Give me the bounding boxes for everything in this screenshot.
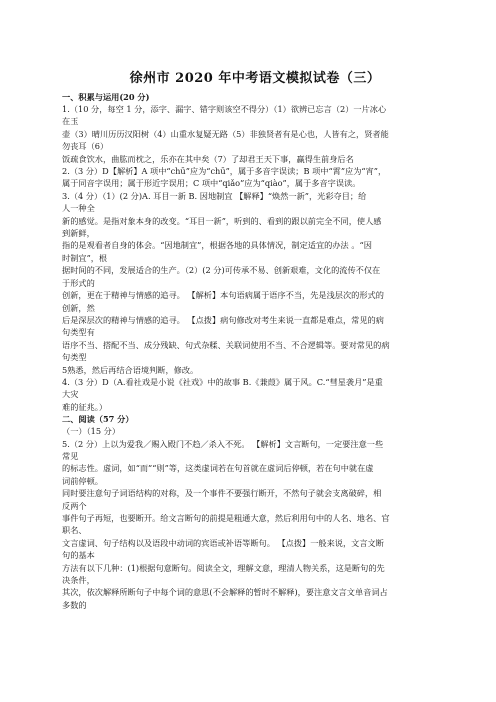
text-line: 文言虚词、句子结构以及语段中动词的宾语或补语等断句。 【点拨】一般来说，文言文断 [62,537,384,548]
text-line: 勿丧耳（6） [62,141,109,152]
text-line: 据时间的不同，发展适合的生产。（2）(2 分)可传承不易、创新艰难，文化的流传不仅在 [62,265,381,276]
text-line: 属于同音字误用；属于形近字误用；C 项中“qiǎo”应为“qiào”，属于多音字误读。 [62,178,361,189]
text-line: 5熟悉，然后再结合语境判断，修改。 [62,364,199,375]
text-line: 句类型有 [62,327,95,338]
text-line: （一）（15 分） [62,426,121,437]
text-line: 反两个 [62,500,87,511]
text-line: 新的感觉。是指对象本身的改变。“耳目一新”，听到的、看到的跟以前完全不同，使人感 [62,215,382,226]
text-line: 在玉 [62,116,79,127]
text-line: 事件句子再短，也要断开。给文言断句的前提是粗通大意，然后利用句中的人名、地名、官 [62,513,390,523]
text-line: 时制宜”，根 [62,252,108,263]
text-line: 2.（3 分）D【解析】A 项中“chū”应为“chū”，属于多音字误读；B 项中“霄”应为“宵”， [62,166,387,177]
text-line: 职名、 [62,525,87,536]
text-line: 1.（10 分，每空 1 分，添字、漏字、错字则该空不得分）（1）欲辨已忘言（2）一片冰心 [62,104,387,114]
text-line: 句的基本 [62,550,95,561]
text-line: 5.（2 分）上以为爱我／赐入殿门不趋／杀入不死。 【解析】文言断句，一定要注意一些 [62,438,384,449]
text-line: 决条件， [62,575,95,586]
text-line: 到新鲜， [62,228,95,239]
text-line: 3.（4 分）（1）(2 分)A. 耳目一新 B. 因地制宜 【解释】“焕然一新”，光彩夺目；给 [62,190,367,201]
section-heading-part2: 二、阅读（57 分） [62,414,134,425]
text-line: 创新，然 [62,302,95,313]
text-line: 指的是观看者自身的体会。“因地制宜”，根据各地的具体情况，制定适宜的办法 。“因 [62,240,372,251]
text-line: 大灾 [62,389,79,400]
text-line: 于形式的 [62,277,95,288]
text-line: 饭疏食饮水，曲肱而枕之，乐亦在其中矣（7）了却君王天下事，赢得生前身后名 [62,153,354,164]
text-line: 同时要注意句子词语结构的对称，及一个事件不要强行断开，不然句子就会支离破碎，相 [62,488,382,499]
text-line: 方法有以下几种：(1)根据句意断句。阅读全文，理解文意，理清人物关系，这是断句的先 [62,562,385,573]
text-line: 多数的 [62,599,87,610]
text-line: 语序不当、搭配不当、成分残缺、句式杂糅、关联词使用不当、不合逻辑等。要对常见的病 [62,339,390,350]
part1-body [62,103,448,413]
text-line: 4.（3 分）D（A.看社戏是小说《社戏》中的故事 B.《兼葭》属于风。C.“彗星袭月”是重 [62,376,383,387]
text-line: 创新，更在于精神与情感的追寻。 【解析】本句语病属于语序不当，先是浅层次的形式的 [62,290,384,301]
text-line: 的标志性。虚词，如“而”“则”等，这类虚词若在句首就在虚词后停顿，若在句中就在虚 [62,463,374,474]
document-title: 徐州市 2020 年中考语文模拟试卷（三） [129,71,381,86]
section-heading-part1: 一、积累与运用(20 分) [62,92,150,102]
text-line: 人一种全 [62,203,95,214]
text-line: 壶（3）晴川历历汉阳树（4）山重水复疑无路（5）非独贤者有是心也，人皆有之，贤者能 [62,128,389,139]
part2-body [62,425,448,611]
text-line: 后是深层次的精神与情感的追寻。 【点拨】病句修改对考生来说一直都是难点，常见的病 [62,314,384,325]
text-line: 常见 [62,450,79,461]
text-line: 词前停顿。 [62,475,103,486]
text-line: 难的征兆。） [62,401,108,412]
text-line: 句类型 [62,352,87,363]
text-line: 其次，依次解释所断句子中每个词的意思(不会解释的暂时不解释)，要注意文言文单音词占 [62,587,388,598]
